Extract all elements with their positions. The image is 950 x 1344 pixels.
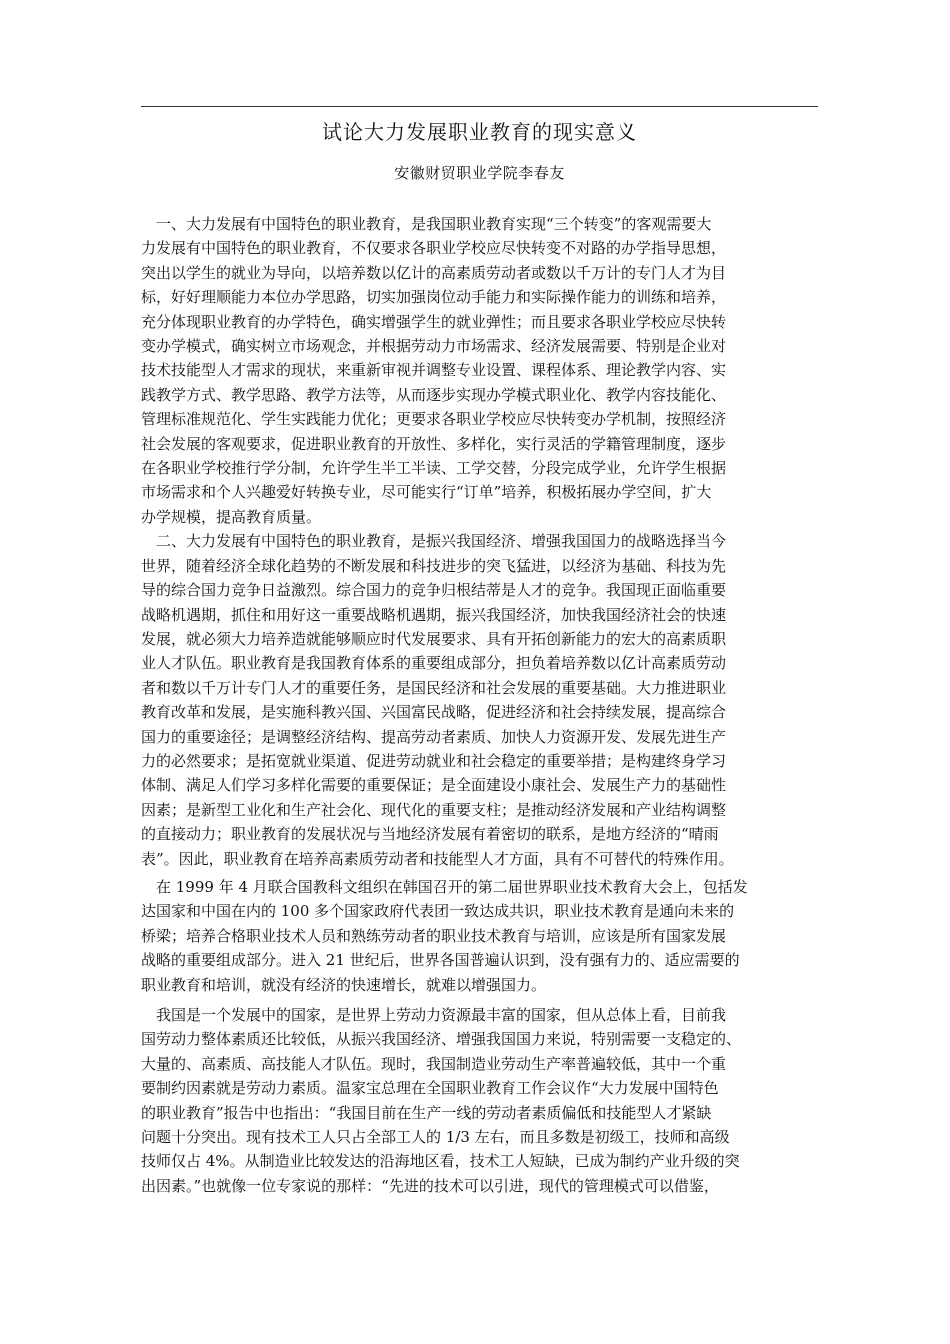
text-line: 管理标准规范化、学生实践能力优化；更要求各职业学校应尽快转变办学机制，按照经济: [141, 410, 727, 429]
text-line: 的直接动力；职业教育的发展状况与当地经济发展有着密切的联系，是地方经济的“晴雨: [141, 825, 719, 844]
text-line: 践教学方式、教学思路、教学方法等，从而逐步实现办学模式职业化、教学内容技能化、: [141, 385, 727, 404]
paragraph-1: [141, 212, 824, 529]
text-line: 导的综合国力竞争日益激烈。综合国力的竞争归根结蒂是人才的竞争。我国现正面临重要: [141, 581, 727, 600]
text-line: 者和数以千万计专门人才的重要任务，是国民经济和社会发展的重要基础。大力推进职业: [141, 678, 727, 697]
text-line: 要制约因素就是劳动力素质。温家宝总理在全国职业教育工作会议作“大力发展中国特色: [141, 1079, 719, 1098]
header-rule: [141, 106, 818, 107]
text-line: 的职业教育”报告中也指出：“我国目前在生产一线的劳动者素质偏低和技能型人才紧缺: [141, 1103, 712, 1122]
text-line: 在各职业学校推行学分制，允许学生半工半读、工学交替，分段完成学业，允许学生根据: [141, 459, 727, 478]
document-title: 试论大力发展职业教育的现实意义: [322, 120, 637, 144]
text-line: 发展，就必须大力培养造就能够顺应时代发展要求、具有开拓创新能力的宏大的高素质职: [141, 629, 727, 648]
text-line: 国劳动力整体素质还比较低，从振兴我国经济、增强我国国力来说，特别需要一支稳定的、: [141, 1030, 742, 1049]
text-line: 问题十分突出。现有技术工人只占全部工人的 1/3 左右，而且多数是初级工，技师和高级: [141, 1128, 730, 1147]
text-line: 充分体现职业教育的办学特色，确实增强学生的就业弹性；而且要求各职业学校应尽快转: [141, 312, 727, 331]
text-line: 桥梁；培养合格职业技术人员和熟练劳动者的职业技术教育与培训，应该是所有国家发展: [141, 926, 727, 945]
paragraph-3: [141, 875, 824, 997]
text-line: 一、大力发展有中国特色的职业教育，是我国职业教育实现“三个转变”的客观需要大: [141, 215, 712, 233]
text-line: 大量的、高素质、高技能人才队伍。现时，我国制造业劳动生产率普遍较低，其中一个重: [141, 1054, 727, 1073]
text-line: 因素；是新型工业化和生产社会化、现代化的重要支柱；是推动经济发展和产业结构调整: [141, 800, 727, 819]
text-line: 世界，随着经济全球化趋势的不断发展和科技进步的突飞猛进，以经济为基础、科技为先: [141, 556, 727, 575]
paragraph-2: [141, 529, 824, 871]
text-line: 力的必然要求；是拓宽就业渠道、促进劳动就业和社会稳定的重要举措；是构建终身学习: [141, 751, 727, 770]
text-line: 战略机遇期，抓住和用好这一重要战略机遇期，振兴我国经济，加快我国经济社会的快速: [141, 605, 727, 624]
text-line: 变办学模式，确实树立市场观念，并根据劳动力市场需求、经济发展需要、特别是企业对: [141, 337, 727, 356]
text-line: 战略的重要组成部分。进入 21 世纪后，世界各国普遍认识到，没有强有力的、适应需要的: [141, 951, 740, 970]
text-line: 力发展有中国特色的职业教育，不仅要求各职业学校应尽快转变不对路的办学指导思想，: [141, 239, 727, 258]
text-line: 教育改革和发展，是实施科教兴国、兴国富民战略，促进经济和社会持续发展，提高综合: [141, 703, 727, 722]
text-line: 国力的重要途径；是调整经济结构、提高劳动者素质、加快人力资源开发、发展先进生产: [141, 727, 727, 746]
text-line: 技术技能型人才需求的现状，来重新审视并调整专业设置、课程体系、理论教学内容、实: [141, 361, 727, 380]
text-line: 社会发展的客观要求，促进职业教育的开放性、多样化，实行灵活的学籍管理制度，逐步: [141, 434, 727, 453]
text-line: 在 1999 年 4 月联合国教科文组织在韩国召开的第二届世界职业技术教育大会上，包括发: [141, 877, 748, 896]
text-line: 体制、满足人们学习多样化需要的重要保证；是全面建设小康社会、发展生产力的基础性: [141, 776, 727, 795]
text-line: 职业教育和培训，就没有经济的快速增长，就难以增强国力。: [141, 975, 547, 994]
text-line: 表”。因此，职业教育在培养高素质劳动者和技能型人才方面，具有不可替代的特殊作用。: [141, 849, 734, 868]
paragraph-4: [141, 1003, 824, 1198]
text-line: 我国是一个发展中的国家，是世界上劳动力资源最丰富的国家，但从总体上看，目前我: [141, 1006, 727, 1024]
text-line: 突出以学生的就业为导向，以培养数以亿计的高素质劳动者或数以千万计的专门人才为目: [141, 263, 727, 282]
text-line: 达国家和中国在内的 100 多个国家政府代表团一致达成共识，职业技术教育是通向未来的: [141, 902, 735, 921]
document-author: 安徽财贸职业学院李春友: [394, 164, 565, 182]
text-line: 办学规模，提高教育质量。: [141, 507, 322, 526]
text-line: 标，好好理顺能力本位办学思路，切实加强岗位动手能力和实际操作能力的训练和培养，: [141, 288, 727, 307]
text-line: 市场需求和个人兴趣爱好转换专业，尽可能实行“订单”培养，积极拓展办学空间，扩大: [141, 483, 712, 502]
text-line: 技师仅占 4%。从制造业比较发达的沿海地区看，技术工人短缺，已成为制约产业升级的突: [141, 1152, 740, 1171]
text-line: 业人才队伍。职业教育是我国教育体系的重要组成部分，担负着培养数以亿计高素质劳动: [141, 654, 727, 673]
text-line: 出因素。”也就像一位专家说的那样：“先进的技术可以引进，现代的管理模式可以借鉴，: [141, 1176, 719, 1195]
text-line: 二、大力发展有中国特色的职业教育，是振兴我国经济、增强我国国力的战略选择当今: [141, 532, 727, 551]
document-body: [141, 212, 824, 1198]
